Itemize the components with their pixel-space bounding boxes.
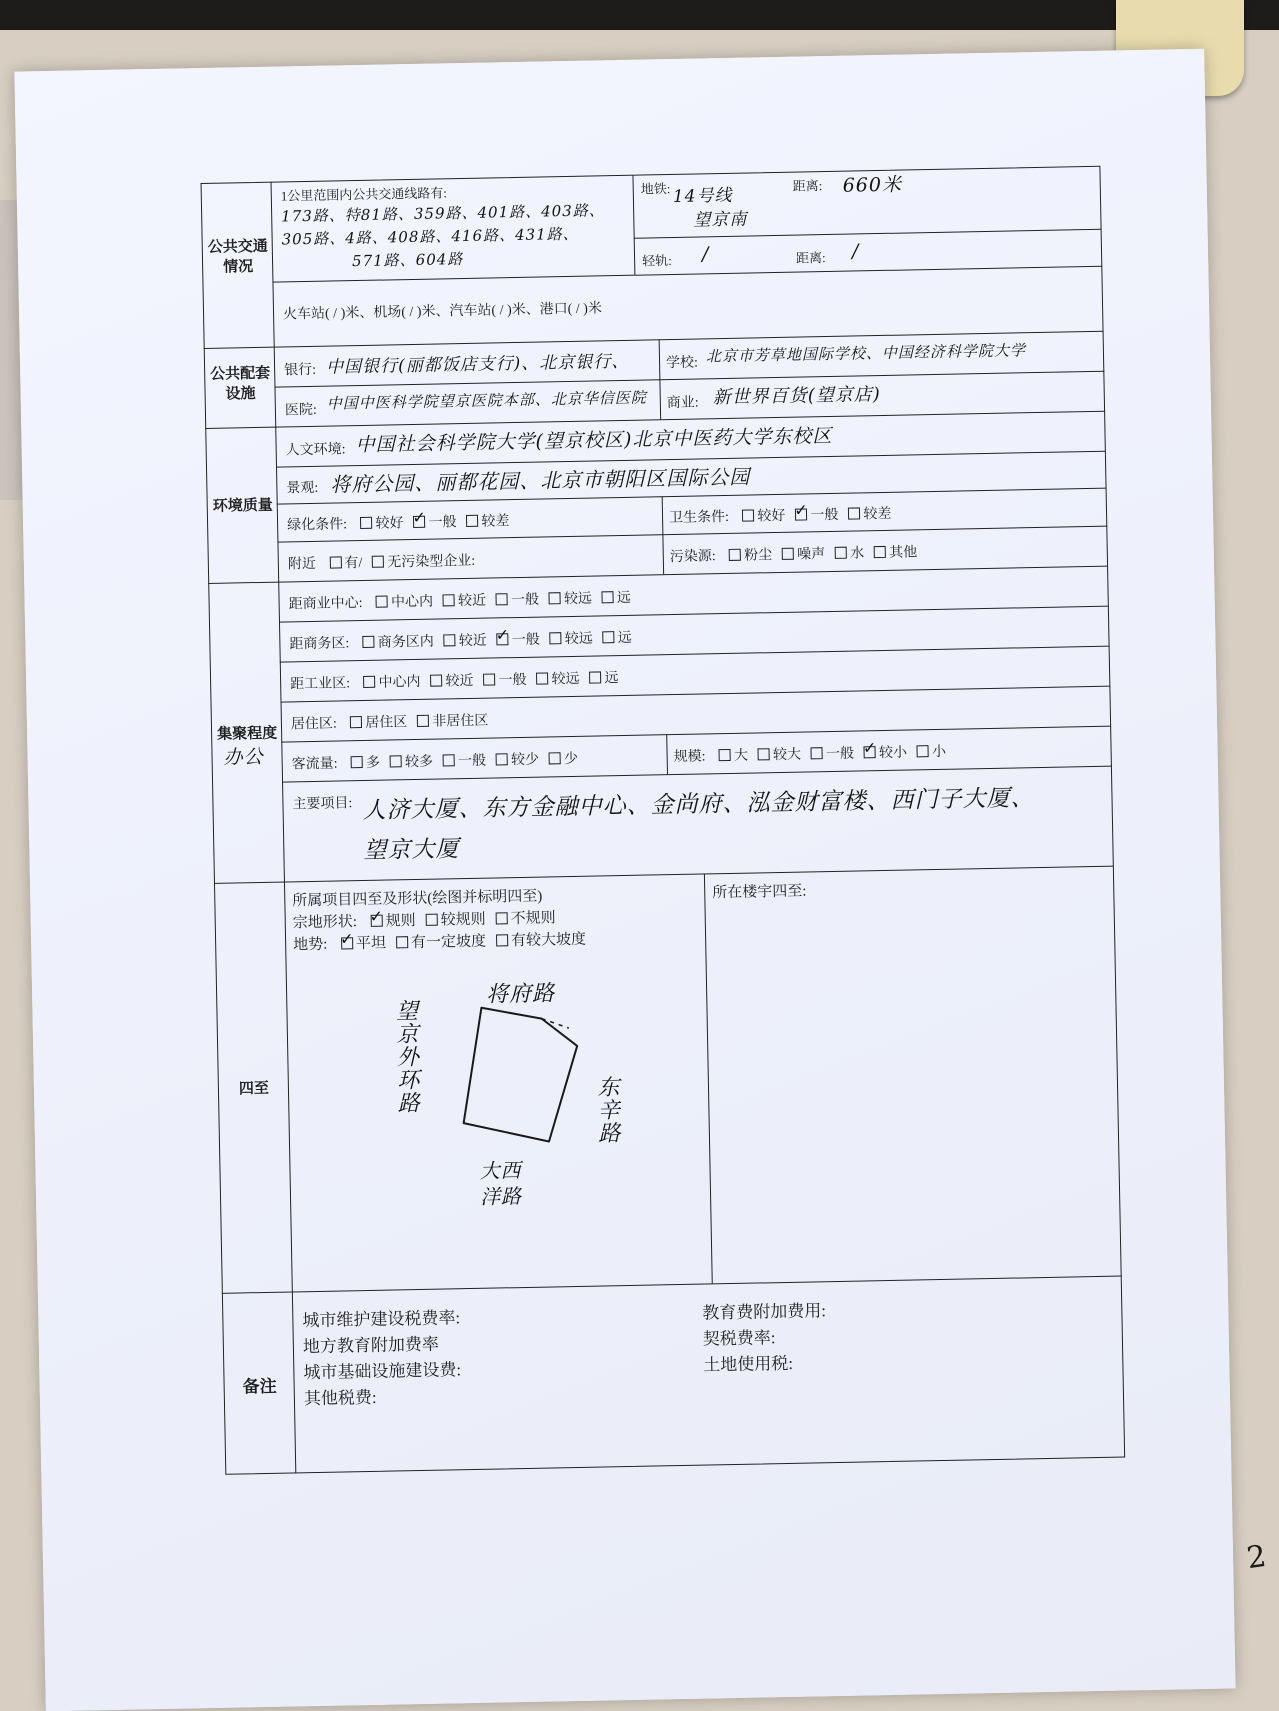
remarks-section-label: 备注 [242, 1376, 277, 1397]
terrain-checkbox[interactable] [496, 934, 508, 946]
business-district-checkbox[interactable] [603, 631, 615, 643]
hygiene-options [732, 507, 891, 525]
scale-checkbox[interactable] [758, 748, 770, 760]
pollution-option[interactable] [719, 544, 772, 565]
residential-option[interactable] [407, 710, 488, 732]
local-education-surcharge: 地方教育附加费率 [302, 1334, 440, 1357]
scale-options [709, 745, 946, 765]
traffic-option-label: 较多 [404, 754, 434, 771]
lightrail-value: / [701, 243, 710, 266]
hospital-value: 中国中医科学院望京医院本部、北京华信医院 [326, 388, 647, 413]
traffic-checkbox[interactable] [549, 752, 561, 764]
greening-option-label: 一般 [428, 515, 457, 531]
scenery-value: 将府公园、丽都花园、北京市朝阳区国际公园 [330, 464, 751, 497]
scale-option-label: 较大 [772, 747, 802, 764]
scale-option[interactable] [907, 741, 946, 762]
commerce-center-label: 距商业中心: [288, 595, 363, 613]
hygiene-option-label: 较好 [757, 508, 786, 525]
industrial-checkbox[interactable] [363, 676, 375, 688]
residential-checkbox[interactable] [417, 715, 429, 727]
bank-label: 银行: [284, 362, 317, 379]
environment-section-label: 环境质量 [212, 497, 273, 515]
business-district-option[interactable] [353, 631, 434, 653]
business-district-checkbox[interactable] [444, 634, 456, 646]
industrial-option[interactable] [420, 670, 473, 691]
greening-checkbox[interactable] [360, 517, 372, 529]
scale-checkbox[interactable] [864, 746, 876, 758]
hygiene-option-label: 一般 [810, 507, 839, 524]
pollution-option-label: 粉尘 [744, 548, 773, 564]
shape-option[interactable] [360, 909, 415, 931]
industrial-option-label: 一般 [498, 672, 527, 689]
traffic-checkbox[interactable] [443, 754, 455, 766]
scale-label: 规模: [673, 749, 706, 766]
pollution-option-label: 噪声 [797, 547, 826, 563]
terrain-option[interactable] [486, 928, 586, 951]
business-district-option[interactable] [434, 630, 487, 651]
scale-option-label: 较小 [878, 745, 908, 762]
greening-option[interactable] [456, 510, 509, 531]
hygiene-label: 卫生条件: [668, 509, 730, 527]
nearby-options [319, 554, 475, 572]
business-district-checkbox[interactable] [363, 636, 375, 648]
commerce-center-option-label: 远 [616, 590, 632, 607]
commerce-center-option[interactable] [366, 591, 433, 612]
deed-tax: 契税费率: [702, 1328, 776, 1349]
subway-value-1: 14号线 [672, 185, 733, 207]
business-district-checkbox[interactable] [497, 633, 509, 645]
land-use-tax: 土地使用税: [703, 1353, 794, 1375]
transport-section-label: 公共交通情况 [207, 238, 268, 276]
sketch-west-label: 望京外环路 [392, 999, 420, 1115]
commerce-center-checkbox[interactable] [443, 594, 455, 606]
bus-lines-handwritten-2: 305路、4路、408路、416路、431路、 [281, 224, 579, 249]
commerce-center-checkbox[interactable] [602, 591, 614, 603]
lightrail-label: 轻轨: [641, 252, 672, 269]
traffic-option[interactable] [341, 752, 380, 773]
facilities-section-label: 公共配套设施 [210, 365, 271, 403]
shape-checkbox[interactable] [496, 912, 508, 924]
industrial-option[interactable] [526, 668, 579, 689]
shape-option[interactable] [415, 908, 485, 930]
subway-distance-label: 距离: [792, 178, 823, 194]
shape-checkbox[interactable] [426, 914, 438, 926]
terrain-option-label: 有一定坡度 [410, 933, 487, 952]
nearby-checkbox[interactable] [372, 556, 384, 568]
subway-value-2: 望京南 [693, 209, 748, 231]
agglomeration-section-note: 办公 [223, 745, 264, 769]
hygiene-option[interactable] [838, 503, 891, 524]
shape-options [361, 910, 556, 930]
traffic-option[interactable] [433, 750, 486, 771]
nearby-row [288, 550, 476, 574]
shape-option-label: 不规则 [510, 910, 556, 928]
terrain-option[interactable] [386, 930, 486, 953]
pollution-checkbox[interactable] [729, 549, 741, 561]
main-projects-line-2: 望京大厦 [363, 836, 460, 865]
scale-checkbox[interactable] [719, 749, 731, 761]
pollution-options [719, 545, 917, 564]
traffic-checkbox[interactable] [351, 756, 363, 768]
pollution-option[interactable] [825, 542, 864, 563]
lightrail-distance-label: 距离: [795, 250, 826, 266]
bus-lines-prompt: 1公里范围内公共交通线路有: [280, 185, 448, 204]
scale-option[interactable] [801, 743, 854, 764]
residential-options [340, 714, 488, 732]
traffic-options [341, 752, 578, 772]
pollution-option[interactable] [864, 541, 917, 562]
industrial-checkbox[interactable] [430, 674, 442, 686]
commerce-value: 新世界百货(望京店) [712, 384, 881, 409]
infrastructure-fee: 城市基础设施建设费: [303, 1360, 462, 1383]
site-sketch [336, 964, 682, 1270]
scale-option-label: 一般 [825, 746, 855, 763]
residential-label: 居住区: [290, 716, 337, 733]
industrial-option[interactable] [473, 669, 526, 690]
commerce-center-option[interactable] [486, 589, 539, 610]
industrial-option-label: 较近 [445, 673, 474, 690]
bus-lines-handwritten-3: 571路、604路 [351, 249, 464, 271]
commerce-label: 商业: [666, 395, 699, 412]
traffic-label: 客流量: [291, 756, 338, 773]
other-taxes: 其他税费: [303, 1387, 377, 1409]
pollution-checkbox[interactable] [874, 546, 886, 558]
terrain-option-label: 有较大坡度 [510, 931, 587, 950]
boundaries-section-label: 四至 [238, 1080, 270, 1098]
hygiene-checkbox[interactable] [848, 507, 860, 519]
scale-option-label: 大 [733, 748, 749, 764]
greening-checkbox[interactable] [413, 516, 425, 528]
pollution-checkbox[interactable] [782, 548, 794, 560]
survey-form-paper [14, 49, 1235, 1711]
industrial-checkbox[interactable] [536, 672, 548, 684]
greening-label: 绿化条件: [286, 517, 348, 534]
commerce-center-checkbox[interactable] [549, 592, 561, 604]
residential-option-label: 非居住区 [432, 713, 489, 730]
residential-row [291, 710, 489, 734]
greening-option-label: 较好 [375, 516, 404, 532]
station-distances: 火车站( / )米、机场( / )米、汽车站( / )米、港口( / )米 [282, 301, 603, 323]
hygiene-checkbox[interactable] [742, 509, 754, 521]
terrain-option-label: 平坦 [355, 935, 387, 953]
nearby-option-label: 有/ [344, 555, 363, 572]
survey-form-table [201, 166, 1126, 1475]
pollution-option-label: 其他 [889, 545, 918, 561]
urban-maintenance-tax: 城市维护建设税费率: [302, 1308, 461, 1331]
nearby-option[interactable] [319, 552, 362, 573]
industrial-option-label: 较远 [551, 671, 580, 688]
boundaries-heading: 所属项目四至及形状(绘图并标明四至) [292, 888, 543, 910]
pollution-option-label: 水 [850, 546, 865, 562]
sketch-north-label: 将府路 [485, 981, 556, 1008]
commerce-center-option[interactable] [592, 587, 631, 608]
page-number-mark: 2 [1244, 1538, 1269, 1577]
hygiene-option[interactable] [732, 505, 785, 526]
nearby-checkbox[interactable] [329, 556, 341, 568]
education-surcharge: 教育费附加费用: [702, 1301, 827, 1323]
scale-checkbox[interactable] [917, 745, 929, 757]
terrain-checkbox[interactable] [341, 937, 353, 949]
subway-distance-value: 660米 [842, 173, 903, 197]
shape-option-label: 规则 [385, 913, 416, 930]
school-value: 北京市芳草地国际学校、中国经济科学院大学 [705, 341, 1027, 366]
scenery-label: 景观: [286, 480, 319, 497]
terrain-checkbox[interactable] [396, 936, 408, 948]
business-district-option-label: 较远 [564, 631, 593, 648]
agglomeration-section-label: 集聚程度 [216, 725, 278, 743]
shape-option-label: 较规则 [440, 911, 486, 929]
commerce-center-checkbox[interactable] [496, 593, 508, 605]
residential-option[interactable] [340, 711, 407, 732]
business-district-option[interactable] [487, 629, 540, 650]
culture-value: 中国社会科学院大学(望京校区)北京中医药大学东校区 [355, 424, 833, 457]
pollution-option[interactable] [772, 543, 825, 564]
business-district-option-label: 商务区内 [377, 634, 434, 651]
greening-option[interactable] [403, 511, 456, 532]
industrial-label: 距工业区: [290, 676, 351, 693]
scale-checkbox[interactable] [811, 747, 823, 759]
industrial-checkbox[interactable] [483, 673, 495, 685]
traffic-option-label: 少 [563, 751, 579, 768]
scale-option[interactable] [709, 745, 748, 766]
nearby-label: 附近 [287, 556, 317, 573]
business-district-option-label: 远 [617, 630, 632, 647]
hygiene-row [669, 503, 892, 527]
lightrail-distance-value: / [851, 240, 860, 263]
traffic-option-label: 较少 [510, 752, 540, 769]
main-projects-line-1: 人济大厦、东方金融中心、金尚府、泓金财富楼、西门子大厦、 [362, 785, 1035, 825]
culture-label: 人文环境: [285, 442, 346, 459]
commerce-center-option-label: 较远 [563, 591, 593, 608]
residential-option-label: 居住区 [365, 715, 408, 731]
terrain-label: 地势: [293, 936, 328, 954]
traffic-checkbox[interactable] [390, 755, 402, 767]
shape-label: 宗地形状: [292, 914, 358, 932]
greening-option-label: 较差 [481, 514, 510, 530]
commerce-center-checkbox[interactable] [376, 595, 388, 607]
scale-option[interactable] [854, 742, 907, 763]
commerce-center-option[interactable] [539, 588, 592, 609]
pollution-label: 污染源: [669, 549, 716, 566]
greening-options [350, 514, 509, 532]
bus-lines-handwritten-1: 173路、特81路、359路、401路、403路、 [281, 201, 605, 226]
commerce-center-option-label: 较近 [457, 593, 487, 610]
hygiene-option-label: 较差 [863, 506, 892, 523]
traffic-option[interactable] [380, 751, 433, 772]
sketch-east-label: 东辛路 [593, 1075, 621, 1145]
industrial-option-label: 远 [604, 671, 619, 687]
shape-option[interactable] [485, 906, 555, 928]
sketch-south-label: 大西洋路 [479, 1158, 523, 1209]
commerce-center-option[interactable] [433, 590, 486, 611]
bank-value: 中国银行(丽都饭店支行)、北京银行、 [325, 351, 630, 378]
business-district-option-label: 较近 [458, 633, 487, 650]
nearby-option[interactable] [362, 550, 475, 572]
traffic-option[interactable] [539, 748, 578, 769]
industrial-option-label: 中心内 [378, 674, 421, 691]
traffic-option-label: 一般 [457, 753, 487, 770]
traffic-option-label: 多 [365, 755, 381, 771]
greening-option[interactable] [350, 512, 403, 533]
scale-option[interactable] [748, 744, 801, 765]
industrial-option[interactable] [353, 671, 420, 692]
subway-label: 地铁: [640, 181, 671, 197]
business-district-checkbox[interactable] [550, 632, 562, 644]
residential-checkbox[interactable] [350, 716, 362, 728]
traffic-checkbox[interactable] [496, 753, 508, 765]
hygiene-option[interactable] [785, 504, 838, 525]
building-boundaries-heading: 所在楼宇四至: [712, 883, 807, 902]
business-district-label: 距商务区: [289, 636, 350, 653]
commerce-center-option-label: 一般 [510, 592, 540, 609]
business-district-option[interactable] [593, 627, 632, 648]
desk-edge [0, 0, 1279, 30]
industrial-option[interactable] [579, 667, 618, 688]
business-district-option-label: 一般 [511, 632, 540, 649]
greening-checkbox[interactable] [466, 515, 478, 527]
main-projects-label: 主要项目: [292, 796, 353, 813]
hygiene-checkbox[interactable] [795, 508, 807, 520]
nearby-option-label: 无污染型企业: [387, 553, 476, 571]
industrial-checkbox[interactable] [589, 671, 601, 683]
hospital-label: 医院: [284, 402, 317, 419]
traffic-option[interactable] [486, 749, 539, 770]
school-label: 学校: [665, 355, 699, 372]
shape-checkbox[interactable] [371, 915, 383, 927]
scale-option-label: 小 [931, 744, 947, 761]
greening-row [287, 510, 510, 534]
terrain-option[interactable] [331, 932, 386, 954]
pollution-checkbox[interactable] [835, 547, 847, 559]
commerce-center-option-label: 中心内 [390, 594, 434, 611]
business-district-option[interactable] [540, 628, 593, 649]
